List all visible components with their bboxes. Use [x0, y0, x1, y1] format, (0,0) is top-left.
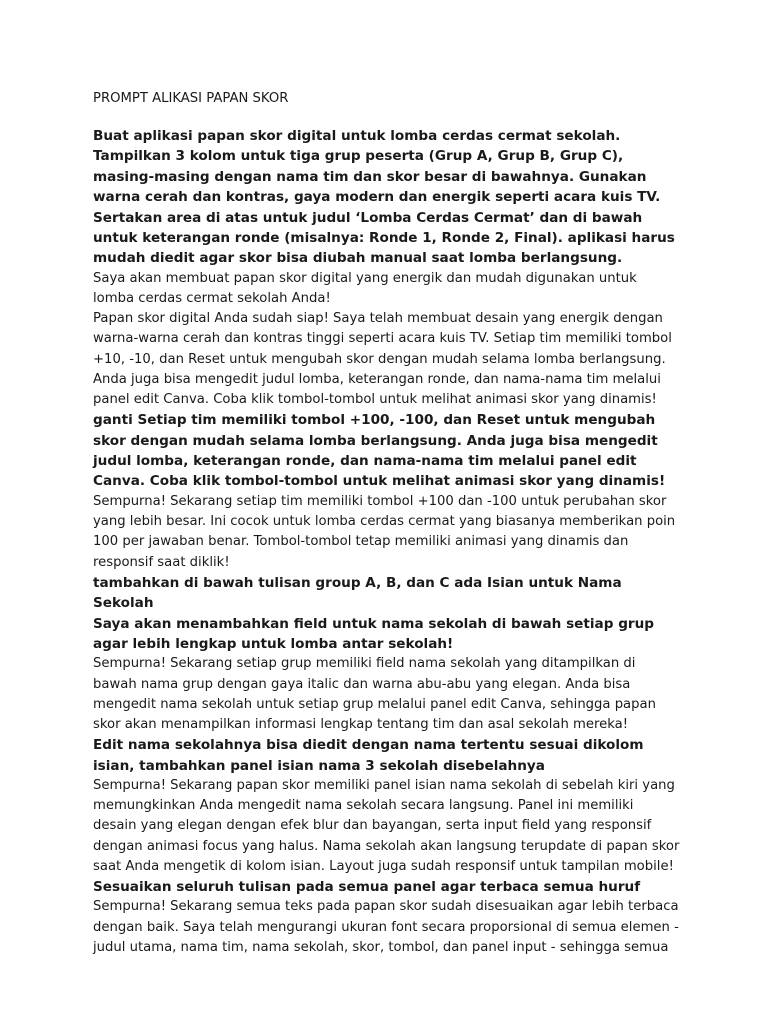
document-title: PROMPT ALIKASI PAPAN SKOR	[93, 91, 289, 106]
response-paragraph: Sempurna! Sekarang semua teks pada papan skor sudah disesuaikan agar lebih terbaca dengan baik. Saya telah mengurangi ukuran font secara proporsional di semua elemen - judul utama, nama tim, nama sekolah, skor, tombol, dan panel input - sehingga semua	[93, 899, 679, 955]
prompt-paragraph: Sesuaikan seluruh tulisan pada semua panel agar terbaca semua huruf	[93, 878, 641, 895]
response-paragraph: Saya akan membuat papan skor digital yang energik dan mudah digunakan untuk lomba cerdas cermat sekolah Anda!	[93, 270, 637, 307]
response-paragraph: Sempurna! Sekarang setiap tim memiliki tombol +100 dan -100 untuk perubahan skor yang lebih besar. Ini cocok untuk lomba cerdas cermat yang biasanya memberikan poin 100 per jawaban benar. Tombol-tombol tetap memiliki animasi yang dinamis dan responsif saat diklik!	[93, 493, 676, 570]
prompt-paragraph: Buat aplikasi papan skor digital untuk lomba cerdas cermat sekolah. Tampilkan 3 kolom untuk tiga grup peserta (Grup A, Grup B, Grup C), masing-masing dengan nama tim dan skor besar di bawahnya. Gunakan warna cerah dan kontras, gaya modern dan energik seperti acara kuis TV. Sertakan area di atas untuk judul ‘Lomba Cerdas Cermat’ dan di bawah untuk keterangan ronde (misalnya: Ronde 1, Ronde 2, Final). aplikasi harus mudah diedit agar skor bisa diubah manual saat lomba berlangsung.	[93, 128, 675, 267]
response-paragraph: Sempurna! Sekarang papan skor memiliki panel isian nama sekolah di sebelah kiri yang memungkinkan Anda mengedit nama sekolah secara langsung. Panel ini memiliki desain yang elegan dengan efek blur dan bayangan, serta input field yang responsif dengan animasi focus yang halus. Nama sekolah akan langsung terupdate di papan skor saat Anda mengetik di kolom isian. Layout juga sudah responsif untuk tampilan mobile!	[93, 777, 680, 874]
prompt-paragraph: Saya akan menambahkan field untuk nama sekolah di bawah setiap grup agar lebih lengkap untuk lomba antar sekolah!	[93, 615, 655, 652]
prompt-paragraph: tambahkan di bawah tulisan group A, B, dan C ada Isian untuk Nama Sekolah	[93, 574, 622, 612]
prompt-paragraph: ganti Setiap tim memiliki tombol +100, -100, dan Reset untuk mengubah skor dengan mudah selama lomba berlangsung. Anda juga bisa mengedit judul lomba, keterangan ronde, dan nama-nama tim melalui panel edit Canva. Coba klik tombol-tombol untuk melihat animasi skor yang dinamis!	[93, 412, 666, 490]
prompt-paragraph: Edit nama sekolahnya bisa diedit dengan nama tertentu sesuai dikolom isian, tambahkan panel isian nama 3 sekolah disebelahnya	[93, 737, 644, 774]
document-body	[93, 126, 680, 958]
response-paragraph: Sempurna! Sekarang setiap grup memiliki field nama sekolah yang ditampilkan di bawah nama grup dengan gaya italic dan warna abu-abu yang elegan. Anda bisa mengedit nama sekolah untuk setiap grup melalui panel edit Canva, sehingga papan skor akan menampilkan informasi lengkap tentang tim dan asal sekolah mereka!	[93, 656, 656, 732]
response-paragraph: Papan skor digital Anda sudah siap! Saya telah membuat desain yang energik dengan warna-warna cerah dan kontras tinggi seperti acara kuis TV. Setiap tim memiliki tombol +10, -10, dan Reset untuk mengubah skor dengan mudah selama lomba berlangsung. Anda juga bisa mengedit judul lomba, keterangan ronde, dan nama-nama tim melalui panel edit Canva. Coba klik tombol-tombol untuk melihat animasi skor yang dinamis!	[93, 311, 672, 408]
